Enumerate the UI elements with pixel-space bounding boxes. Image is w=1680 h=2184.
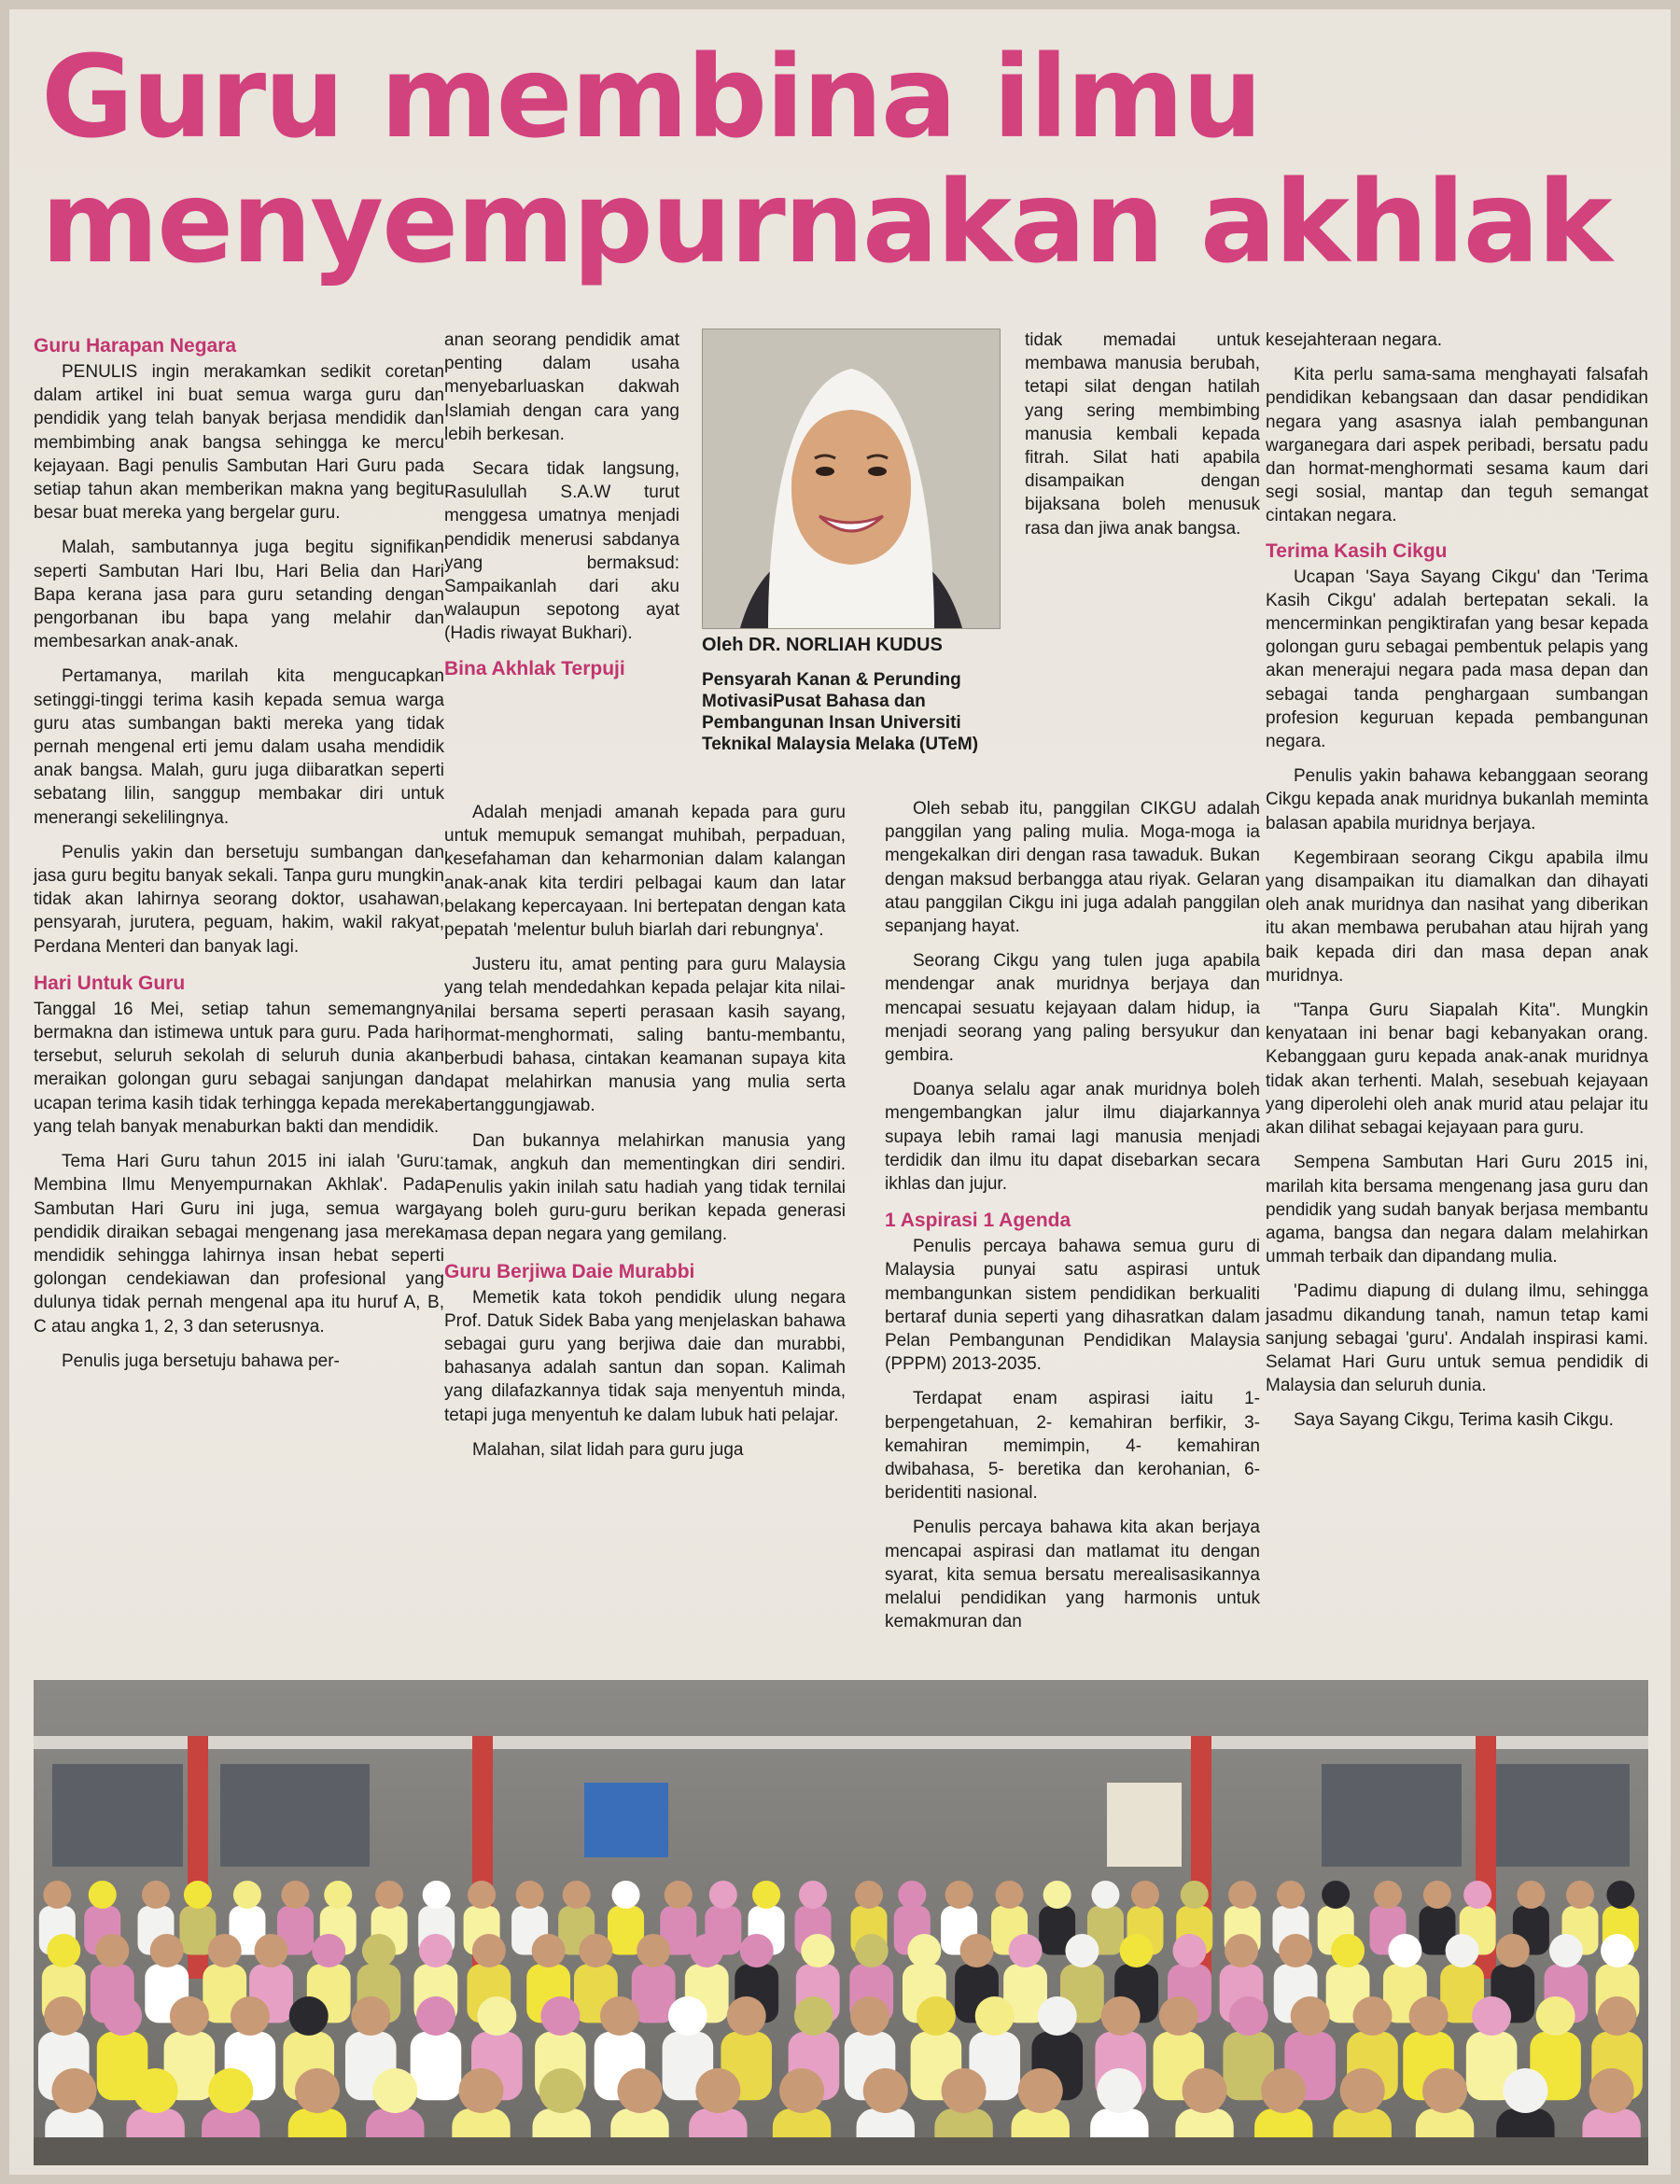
paragraph: Penulis percaya bahawa kita akan berjaya mencapai aspirasi dan matlamat itu dengan syarat, kita semua bersatu merealisasikannya melalui pendidikan yang harmonis untuk kemakmuran dan [885,1518,1260,1632]
crowd-person-head [1536,1996,1575,2036]
crowd-person-head [1229,1996,1268,2036]
author-byline: Oleh DR. NORLIAH KUDUS [702,635,943,655]
subhead-bina-akhlak-terpuji: Bina Akhlak Terpuji [444,657,625,679]
crowd-person-head [142,1881,170,1909]
article-column-1 [34,329,444,1384]
crowd-person-head [312,1934,345,1967]
crowd-person-head [801,1934,834,1967]
crowd-person-head [1446,1934,1479,1967]
crowd-person-head [1374,1881,1402,1909]
headline [41,32,1646,288]
crowd-person-head [208,1934,242,1967]
crowd-person-head [477,1996,516,2036]
paragraph: 'Padimu diapung di dulang ilmu, sehingga jasadmu dikandung tanah, namun tetap kami sanjung sebagai 'guru'. Andalah inspirasi kami. Selamat Hari Guru untuk semua pendidik di Malaysia dan seluruh dunia. [1266,1281,1648,1396]
paragraph: tidak memadai untuk membawa manusia berubah, tetapi silat dengan hatilah yang sering membimbing manusia kembali kepada fitrah. Silat hati apabila disampaikan dengan bijaksana boleh menusuk rasa dan jiwa anak bangsa. [1025,330,1260,539]
crowd-person-head [516,1881,544,1909]
paragraph: Sempena Sambutan Hari Guru 2015 ini, marilah kita bersama mengenang jasa guru dan pendidik yang sudah banyak berjasa membantu agama, bangsa dan negara dalam melahirkan ummah terbaik dan dipandang mulia. [1266,1153,1648,1267]
paragraph: Justeru itu, amat penting para guru Malaysia yang telah mendedahkan kepada pelajar kita nilai-nilai bersama seperti perasaan kasih sayang, hormat-menghormati, saling bantu-membantu, berbudi bahasa, cintakan keamanan supaya kita dapat melahirkan manusia yang mulia serta bertanggungjawab. [444,955,846,1116]
crowd-person-head [942,2068,987,2113]
crowd-person-head [458,2068,503,2113]
crowd-person-head [855,1934,889,1967]
crowd-person-head [1606,1881,1634,1909]
crowd-person-head [1598,1996,1637,2036]
crowd-person-head [617,2068,662,2113]
article-column-4 [1266,329,1648,1444]
crowd-person-head [690,1934,723,1967]
crowd-person-head [532,1934,566,1967]
crowd-person-head [1589,2068,1634,2113]
crowd-person-head [103,1996,142,2036]
crowd-person-head [563,1881,591,1909]
crowd-person-head [600,1996,639,2036]
crowd-person-head [184,1881,212,1909]
crowd-person-head [468,1881,496,1909]
crowd-person-head [1173,1934,1207,1967]
crowd-person-head [372,2068,417,2113]
author-credit [702,635,1015,755]
crowd-person-head [1091,1881,1119,1909]
crowd-person-head [1009,1934,1043,1967]
crowd-person-head [43,1881,71,1909]
paragraph: kesejahteraan negara. [1266,330,1443,350]
crowd-person-head [231,1996,270,2036]
crowd-person-head [907,1934,941,1967]
crowd-person-head [1279,1934,1312,1967]
crowd-person-head [1331,1934,1365,1967]
crowd-person-body [411,2032,462,2101]
crowd-person-head [324,1881,352,1909]
paragraph: Doanya selalu agar anak muridnya boleh mengembangkan jalur ilmu diajarkannya supaya lebih ramai lagi manusia menjadi terdidik dan ilmu itu dapat disebarkan secara ikhlas dan jujur. [885,1080,1260,1195]
crowd-person-head [752,1881,780,1909]
crowd-person-head [1549,1934,1583,1967]
crowd-person-head [945,1881,973,1909]
subhead-hari-untuk-guru: Hari Untuk Guru [34,972,186,994]
headline-line-2: menyempurnakan akhlak [41,157,1611,288]
article-column-2-top [444,329,679,683]
paragraph: Adalah menjadi amanah kepada para guru untuk memupuk semangat muhibah, perpaduan, kesefahaman dan keharmonian dalam kalangan anak-anak kita terdiri pelbagai kaum dan latar belakang kepercayaan. Ini bertepatan dengan kata pepatah 'melentur buluh biarlah dari rebungnya'. [444,803,846,941]
crowd-person-head [419,1934,453,1967]
crowd-person-head [375,1881,403,1909]
crowd-person-head [1291,1996,1330,2036]
crowd-person-head [1340,2068,1385,2113]
paragraph: "Tanpa Guru Siapalah Kita". Mungkin kenyataan ini benar bagi kebanyakan orang. Kebanggaan guru kepada anak-anak muridnya tidak akan terhenti. Malah, sesebuah kejayaan yang diperolehi oleh anak murid atau pelajar itu akan dilihat sebagai kejayaan para guru. [1266,1001,1648,1139]
crowd-person-head [1409,1996,1449,2036]
crowd-person-head [423,1881,451,1909]
crowd-person-head [51,2068,96,2113]
group-photo-illustration [34,1680,1648,2165]
crowd-person-head [917,1996,956,2036]
crowd-person-head [1388,1934,1421,1967]
crowd-person-head [1183,2068,1227,2113]
crowd-person-head [47,1934,80,1967]
paragraph: Penulis yakin dan bersetuju sumbangan dan jasa guru begitu banyak sekali. Tanpa guru mungkin tidak akan lahirnya seorang doktor, usahawan, pensyarah, jurutera, peguam, hakim, wakil rakyat, Perdana Menteri dan banyak lagi. [34,842,444,957]
crowd-person-head [351,1996,390,2036]
crowd-person-head [540,1996,580,2036]
crowd-person-head [1097,2068,1141,2113]
crowd-person-head [1131,1881,1159,1909]
paragraph: Malahan, silat lidah para guru juga [472,1439,744,1460]
paragraph: Malah, sambutannya juga begitu signifikan seperti Sambutan Hari Ibu, Hari Belia dan Hari Bapa kerana jasa para guru setanding dengan pengorbanan ibu bapa yang melahir dan membesarkan anak-anak. [34,538,444,652]
paragraph: Ucapan 'Saya Sayang Cikgu' dan 'Terima Kasih Cikgu' adalah bertepatan sekali. Ia mencerminkan pengiktirafan yang besar kepada golongan guru sebagai pembentuk pelapis yang akan menerajui negara pada masa depan dan sebagai tanda penghargaan sumbangan profesion keguruan kepada pembangunan negara. [1266,567,1648,752]
crowd-person-head [1261,2068,1306,2113]
paragraph: Memetik kata tokoh pendidik ulung negara Prof. Datuk Sidek Baba yang menjelaskan bahawa sebagai guru yang berjiwa daie dan murabbi, bahasanya adalah santun dan sopan. Kalimah yang dilafazkannya tidak saja menyentuh minda, tetapi juga menyentuh ke dalam lubuk hati pelajar. [444,1287,846,1425]
crowd-person-head [1517,1881,1545,1909]
paragraph: Tema Hari Guru tahun 2015 ini ialah 'Guru: Membina Ilmu Menyempurnakan Akhlak'. Pada Sambutan Hari Guru ini juga, semua warga pendidik diraikan sebagai mengenang jasa mereka mendidik sehingga lahirnya insan hebat seperti golongan cendekiawan dan profesional yang dulunya tidak pernah mengenal apa itu huruf A, B, C atau angka 1, 2, 3 dan seterusnya. [34,1152,444,1337]
paragraph: Terdapat enam aspirasi iaitu 1- berpengetahuan, 2- kemahiran berfikir, 3- kemahiran memimpin, 4- kemahiran dwibahasa, 5- beretika dan kerohanian, 6- beridentiti nasional. [885,1389,1260,1504]
crowd-person-head [1225,1934,1258,1967]
crowd-person-head [1422,2068,1467,2113]
crowd-person-head [1423,1881,1451,1909]
crowd-person-head [1159,1996,1198,2036]
crowd-person-head [133,2068,178,2113]
author-portrait-illustration [703,329,1000,628]
crowd-person-head [727,1996,766,2036]
crowd-person-head [779,2068,824,2113]
crowd-person-head [1277,1881,1305,1909]
crowd-person-head [794,1996,833,2036]
crowd-person-head [1601,1934,1634,1967]
paragraph: Penulis percaya bahawa semua guru di Malaysia punyai satu aspirasi untuk membangunkan sistem pendidikan berkualiti bertaraf dunia seperti yang dihasratkan dalam Pelan Pembangunan Pendidikan Malaysia (PPPM) 2013-2035. [885,1237,1260,1375]
author-credential: Pensyarah Kanan & Perunding MotivasiPusat Bahasa dan Pembangunan Insan Universiti Teknikal Malaysia Melaka (UTeM) [702,670,979,754]
subhead-1-aspirasi-1-agenda: 1 Aspirasi 1 Agenda [885,1210,1071,1232]
paragraph: Oleh sebab itu, panggilan CIKGU adalah panggilan yang paling mulia. Moga-moga ia mengekalkan diri dengan rasa tawaduk. Bukan dengan maksud berbangga atau riyak. Gelaran atau panggilan Cikgu ini juga adalah panggilan sepanjang hayat. [885,799,1260,937]
paragraph: Penulis juga bersetuju bahawa per- [62,1351,340,1371]
crowd-person-head [1566,1881,1594,1909]
crowd-person-head [472,1934,506,1967]
crowd-person-head [150,1934,184,1967]
subhead-terima-kasih-cikgu: Terima Kasih Cikgu [1266,539,1448,562]
crowd-person-head [1496,1934,1530,1967]
crowd-person-head [1065,1934,1099,1967]
crowd-person-head [281,1881,309,1909]
crowd-person-head [1101,1996,1141,2036]
paragraph: Kegembiraan seorang Cikgu apabila ilmu yang disampaikan itu diamalkan dan dihayati oleh anak muridnya dan nasihat yang diberikan itu akan membawa perubahan atau hijrah yang baik kepada diri dan masa depan anak muridnya. [1266,847,1648,986]
crowd-person-head [1352,1996,1392,2036]
paragraph: Saya Sayang Cikgu, Terima kasih Cikgu. [1294,1410,1614,1431]
paragraph: Seorang Cikgu yang tulen juga apabila mendengar anak muridnya berjaya dan mencapai sesuatu kejayaan dalam hidup, ia menjadi seorang yang paling bersyukur dan gembira. [885,951,1260,1066]
crowd-person-head [362,1934,396,1967]
crowd-person-head [668,1996,707,2036]
crowd-person-head [1228,1881,1256,1909]
crowd-person-head [233,1881,261,1909]
paragraph: Tanggal 16 Mei, setiap tahun sememangnya bermakna dan istimewa untuk para guru. Pada hari tersebut, seluruh sekolah di seluruh dunia akan meraikan golongan guru sebagai sanjungan dan ucapan terima kasih tidak terhingga kepada mereka yang telah banyak menaburkan bakti dan mendidik. [34,999,444,1137]
crowd-person-head [612,1881,640,1909]
crowd-person-head [898,1881,926,1909]
crowd-person-head [1038,1996,1077,2036]
crowd-person-head [95,1934,129,1967]
crowd-person-head [1322,1881,1350,1909]
paragraph: Kita perlu sama-sama menghayati falsafah pendidikan kebangsaan dan dasar pendidikan negara yang asasnya ialah pembangunan warganegara dari aspek peribadi, bersatu padu dan hormat-menghormati sesama kaum dari segi sosial, mantap dan teguh semangat cintakan negara. [1266,365,1648,526]
crowd-person-head [975,1996,1015,2036]
article-column-3-top [1025,329,1260,552]
crowd-person-head [170,1996,209,2036]
crowd-person-head [740,1934,774,1967]
crowd-person-head [1018,2068,1063,2113]
paragraph: Penulis yakin bahawa kebanggaan seorang Cikgu kepada anak muridnya bukanlah meminta balasan apabila muridnya berjaya. [1266,766,1648,833]
paragraph: anan seorang pendidik amat penting dalam usaha menyebarluaskan dakwah Islamiah dengan cara yang lebih berkesan. [444,330,679,444]
crowd-person-head [695,2068,740,2113]
crowd-person-head [579,1934,612,1967]
crowd-person-head [799,1881,827,1909]
crowd-person-head [416,1996,455,2036]
crowd-person-head [539,2068,584,2113]
crowd-person-head [1120,1934,1154,1967]
article-column-2-bottom [444,801,846,1473]
crowd-person-head [1503,2068,1547,2113]
paragraph: Pertamanya, marilah kita mengucapkan setinggi-tinggi terima kasih kepada semua warga guru atas sumbangan bakti mereka yang tidak pernah mengenal erti jemu dalam usaha mendidik anak bangsa. Malah, guru juga diibaratkan seperti sebatang lilin, sanggup membakar diri untuk menerangi sekelilingnya. [34,666,444,828]
crowd-person-head [709,1881,737,1909]
subhead-guru-berjiwa-daie-murabbi: Guru Berjiwa Daie Murabbi [444,1260,695,1282]
crowd-person-head [960,1934,994,1967]
group-photo-teachers [34,1680,1648,2165]
crowd-person-head [1043,1881,1071,1909]
paragraph: Dan bukannya melahirkan manusia yang tamak, angkuh dan mementingkan diri sendiri. Penulis yakin inilah satu hadiah yang tidak ternilai yang boleh guru-guru berikan kepada generasi masa depan negara yang gemilang. [444,1130,846,1245]
crowd-person-head [850,1996,889,2036]
crowd-person-head [89,1881,117,1909]
paragraph: Secara tidak langsung, Rasulullah S.A.W turut menggesa umatnya menjadi pendidik menerusi sabdanya yang bermaksud: Sampaikanlah dari aku walaupun sepotong ayat (Hadis riwayat Bukhari). [444,459,679,644]
crowd-person-head [863,2068,908,2113]
author-portrait [702,329,1001,629]
crowd-person-head [295,2068,340,2113]
headline-line-1: Guru membina ilmu [41,32,1261,163]
article-column-3-bottom [885,797,1260,1645]
crowd-person-head [1181,1881,1209,1909]
crowd-person-head [637,1934,670,1967]
crowd-person-head [44,1996,83,2036]
paragraph: PENULIS ingin merakamkan sedikit coretan dalam artikel ini buat semua warga guru dan pendidik yang telah banyak berjasa mendidik dan membimbing anak bangsa sehingga ke mercu kejayaan. Bagi penulis Sambutan Hari Guru pada setiap tahun akan memberikan makna yang begitu besar buat mereka yang bergelar guru. [34,362,444,524]
crowd-person-head [996,1881,1024,1909]
crowd-person-head [289,1996,329,2036]
crowd-person-head [665,1881,693,1909]
crowd-person-head [855,1881,883,1909]
crowd-person-head [1463,1881,1491,1909]
crowd-person-head [208,2068,253,2113]
crowd-person-head [255,1934,288,1967]
subhead-guru-harapan-negara: Guru Harapan Negara [34,335,237,357]
crowd-person-head [1472,1996,1511,2036]
